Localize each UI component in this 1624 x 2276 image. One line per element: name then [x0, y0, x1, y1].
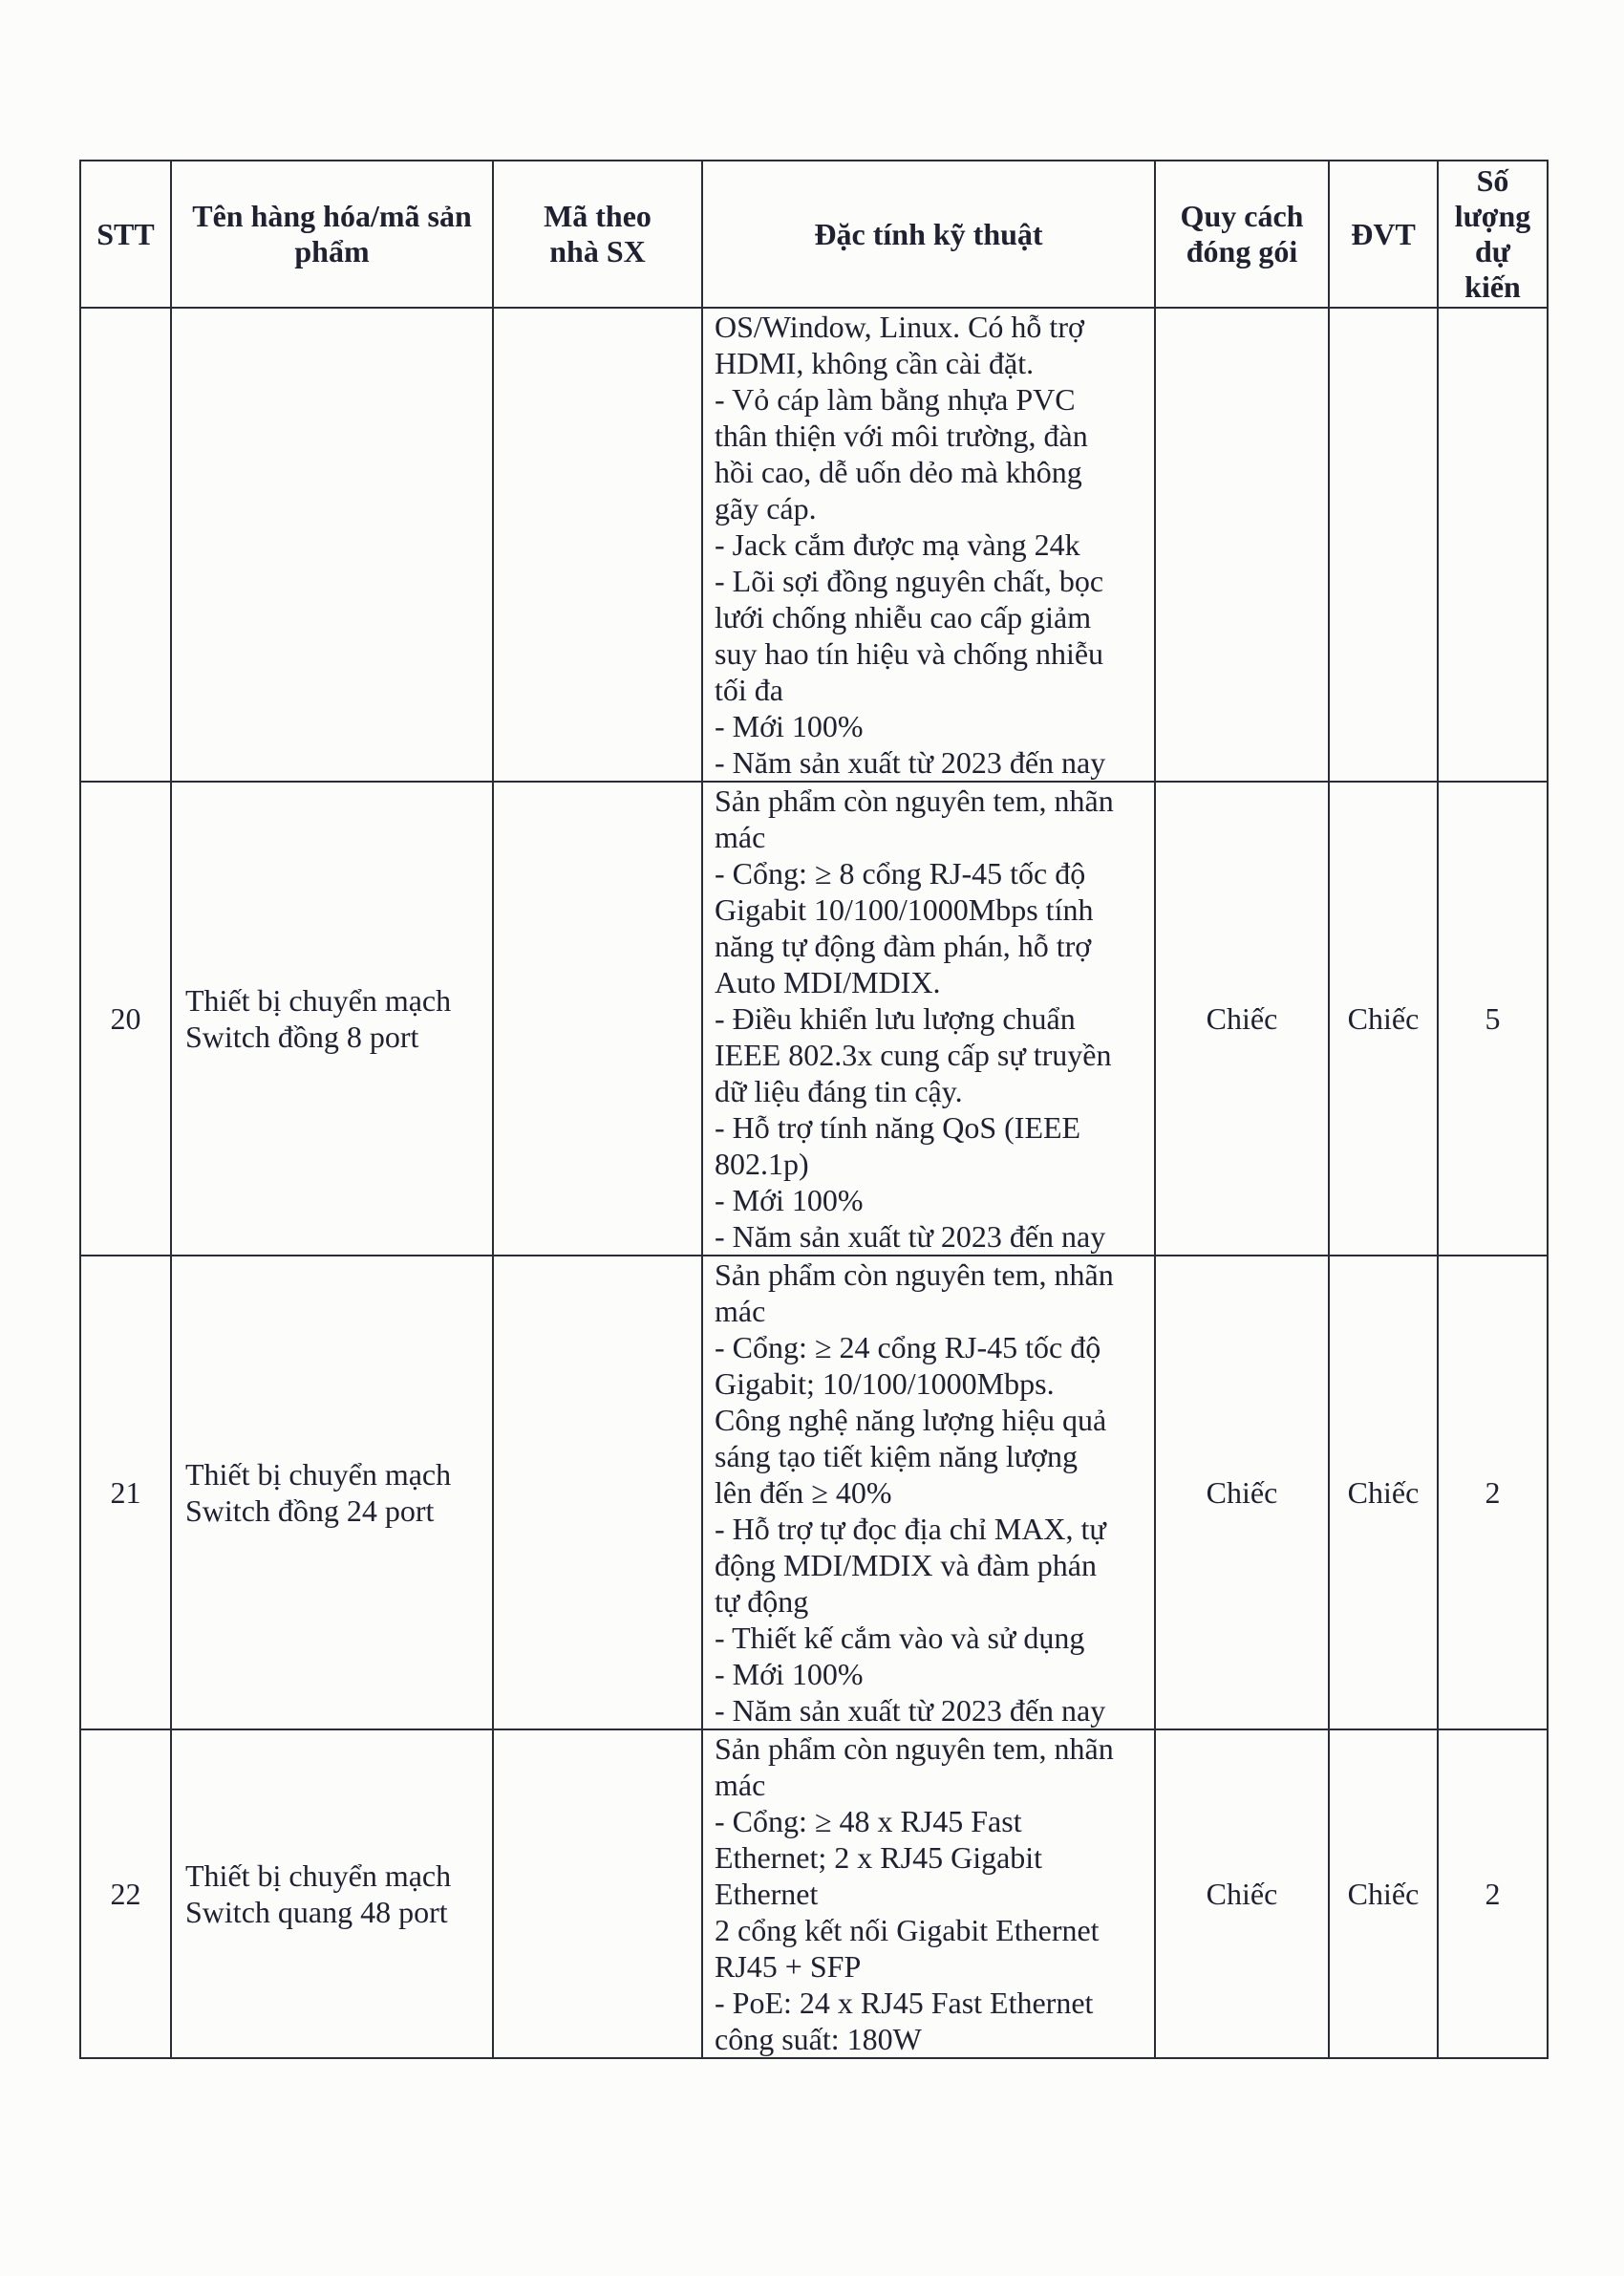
header-quantity-line: lượng: [1454, 199, 1531, 233]
unit-text: Chiếc: [1347, 1475, 1420, 1510]
specifications-line: động MDI/MDIX và đàm phán: [715, 1548, 1097, 1582]
header-product-name: [171, 161, 493, 308]
specifications-line: mác: [715, 820, 766, 854]
specifications-cell: [702, 1729, 1155, 2058]
table-row: [80, 782, 1548, 1256]
specifications-line: - Hỗ trợ tự đọc địa chỉ MAX, tự: [715, 1512, 1106, 1546]
unit-text: Chiếc: [1347, 1001, 1420, 1036]
header-quantity-line: kiến: [1464, 269, 1521, 304]
stt-text: 21: [110, 1475, 141, 1510]
specifications-line: suy hao tín hiệu và chống nhiễu: [715, 636, 1104, 671]
stt-cell: [80, 782, 171, 1256]
specifications-line: năng tự động đàm phán, hỗ trợ: [715, 929, 1092, 963]
specifications-line: sáng tạo tiết kiệm năng lượng: [715, 1439, 1078, 1473]
specifications-line: HDMI, không cần cài đặt.: [715, 346, 1035, 380]
specifications-cell: [702, 308, 1155, 782]
specifications-line: công suất: 180W: [715, 2022, 922, 2056]
unit-cell: [1329, 1729, 1438, 2058]
specifications-line: - Cổng: ≥ 8 cổng RJ-45 tốc độ: [715, 856, 1086, 891]
unit-text: Chiếc: [1347, 1877, 1420, 1911]
product-name-line: Thiết bị chuyển mạch: [185, 983, 452, 1018]
quantity-text: 2: [1485, 1475, 1501, 1510]
header-manufacturer-code-line: Mã theo: [544, 199, 652, 233]
specifications-line: OS/Window, Linux. Có hỗ trợ: [715, 310, 1084, 344]
specifications-line: mác: [715, 1768, 766, 1802]
stt-cell: [80, 1729, 171, 2058]
specifications-line: mác: [715, 1294, 766, 1328]
quantity-cell: [1438, 1729, 1548, 2058]
manufacturer-code-cell: [493, 1729, 702, 2058]
unit-cell: [1329, 308, 1438, 782]
specifications-line: - Jack cắm được mạ vàng 24k: [715, 527, 1080, 562]
specifications-line: - Vỏ cáp làm bằng nhựa PVC: [715, 382, 1076, 417]
header-row: [80, 161, 1548, 308]
unit-cell: [1329, 782, 1438, 1256]
header-unit-line: ĐVT: [1351, 216, 1416, 251]
header-manufacturer-code-line: nhà SX: [549, 234, 646, 268]
table-header: [80, 161, 1548, 308]
table-container: [79, 160, 1547, 2059]
quantity-text: 5: [1485, 1001, 1501, 1036]
header-specifications: [702, 161, 1155, 308]
product-name-line: Thiết bị chuyển mạch: [185, 1858, 452, 1893]
header-stt: [80, 161, 171, 308]
specifications-line: - Năm sản xuất từ 2023 đến nay: [715, 1219, 1106, 1254]
specifications-line: Auto MDI/MDIX.: [715, 965, 941, 999]
header-specifications-line: Đặc tính kỹ thuật: [814, 216, 1043, 251]
specifications-line: Ethernet; 2 x RJ45 Gigabit: [715, 1840, 1043, 1875]
packing-cell: [1155, 782, 1329, 1256]
header-product-name-line: phẩm: [294, 234, 370, 268]
specifications-line: hồi cao, dễ uốn dẻo mà không: [715, 455, 1082, 489]
stt-text: 22: [110, 1877, 141, 1911]
product-name-cell: [171, 1256, 493, 1729]
unit-cell: [1329, 1256, 1438, 1729]
specifications-line: - Năm sản xuất từ 2023 đến nay: [715, 745, 1106, 780]
specifications-line: 802.1p): [715, 1147, 809, 1181]
header-quantity-line: dự: [1475, 234, 1510, 268]
specifications-line: Gigabit; 10/100/1000Mbps.: [715, 1366, 1055, 1401]
manufacturer-code-cell: [493, 1256, 702, 1729]
specifications-line: RJ45 + SFP: [715, 1949, 862, 1984]
header-product-name-line: Tên hàng hóa/mã sản: [192, 199, 472, 233]
specifications-line: - Cổng: ≥ 24 cổng RJ-45 tốc độ: [715, 1330, 1101, 1364]
specifications-line: - Mới 100%: [715, 1183, 864, 1217]
specifications-line: Ethernet: [715, 1877, 819, 1911]
product-name-cell: [171, 782, 493, 1256]
table-row: [80, 308, 1548, 782]
product-name-cell: [171, 1729, 493, 2058]
product-name-line: Switch đồng 8 port: [185, 1020, 419, 1054]
specifications-cell: [702, 782, 1155, 1256]
table-row: [80, 1729, 1548, 2058]
specifications-line: - Mới 100%: [715, 709, 864, 743]
specifications-line: 2 cổng kết nối Gigabit Ethernet: [715, 1913, 1100, 1947]
specifications-line: gãy cáp.: [715, 491, 817, 526]
quantity-text: 2: [1485, 1877, 1501, 1911]
packing-cell: [1155, 1729, 1329, 2058]
specifications-line: Công nghệ năng lượng hiệu quả: [715, 1403, 1107, 1437]
table-body: [80, 308, 1548, 2058]
specifications-line: Sản phẩm còn nguyên tem, nhãn: [715, 1257, 1114, 1292]
stt-cell: [80, 308, 171, 782]
product-name-line: Switch quang 48 port: [185, 1895, 448, 1929]
header-quantity: [1438, 161, 1548, 308]
header-packing: [1155, 161, 1329, 308]
specifications-line: - Điều khiển lưu lượng chuẩn: [715, 1001, 1076, 1036]
header-packing-line: Quy cách: [1180, 199, 1304, 233]
specifications-line: - Năm sản xuất từ 2023 đến nay: [715, 1693, 1106, 1728]
specifications-line: tối đa: [715, 673, 783, 707]
packing-cell: [1155, 1256, 1329, 1729]
specifications-line: lưới chống nhiễu cao cấp giảm: [715, 600, 1092, 634]
manufacturer-code-cell: [493, 782, 702, 1256]
product-name-cell: [171, 308, 493, 782]
specifications-line: - Lõi sợi đồng nguyên chất, bọc: [715, 564, 1104, 598]
manufacturer-code-cell: [493, 308, 702, 782]
packing-cell: [1155, 308, 1329, 782]
specifications-line: Sản phẩm còn nguyên tem, nhãn: [715, 784, 1114, 818]
specifications-cell: [702, 1256, 1155, 1729]
specifications-line: thân thiện với môi trường, đàn: [715, 419, 1088, 453]
header-quantity-line: Số: [1476, 163, 1509, 198]
table-row: [80, 1256, 1548, 1729]
packing-text: Chiếc: [1206, 1001, 1278, 1036]
packing-text: Chiếc: [1206, 1475, 1278, 1510]
product-name-line: Thiết bị chuyển mạch: [185, 1457, 452, 1492]
header-packing-line: đóng gói: [1186, 234, 1298, 268]
header-stt-line: STT: [96, 216, 155, 251]
packing-text: Chiếc: [1206, 1877, 1278, 1911]
stt-cell: [80, 1256, 171, 1729]
specifications-line: - Cổng: ≥ 48 x RJ45 Fast: [715, 1804, 1022, 1838]
specifications-line: Sản phẩm còn nguyên tem, nhãn: [715, 1731, 1114, 1766]
specifications-line: - Hỗ trợ tính năng QoS (IEEE: [715, 1110, 1081, 1145]
specifications-line: dữ liệu đáng tin cậy.: [715, 1074, 963, 1108]
quantity-cell: [1438, 308, 1548, 782]
specifications-line: - PoE: 24 x RJ45 Fast Ethernet: [715, 1986, 1094, 2020]
specifications-line: IEEE 802.3x cung cấp sự truyền: [715, 1038, 1112, 1072]
quantity-cell: [1438, 782, 1548, 1256]
specifications-line: lên đến ≥ 40%: [715, 1475, 892, 1510]
specifications-line: tự động: [715, 1584, 809, 1619]
specifications-line: - Mới 100%: [715, 1657, 864, 1691]
specifications-line: Gigabit 10/100/1000Mbps tính: [715, 892, 1094, 927]
header-unit: [1329, 161, 1438, 308]
specifications-line: - Thiết kế cắm vào và sử dụng: [715, 1621, 1085, 1655]
stt-text: 20: [110, 1001, 141, 1036]
quantity-cell: [1438, 1256, 1548, 1729]
product-name-line: Switch đồng 24 port: [185, 1493, 435, 1528]
product-spec-table: [79, 160, 1549, 2059]
header-manufacturer-code: [493, 161, 702, 308]
